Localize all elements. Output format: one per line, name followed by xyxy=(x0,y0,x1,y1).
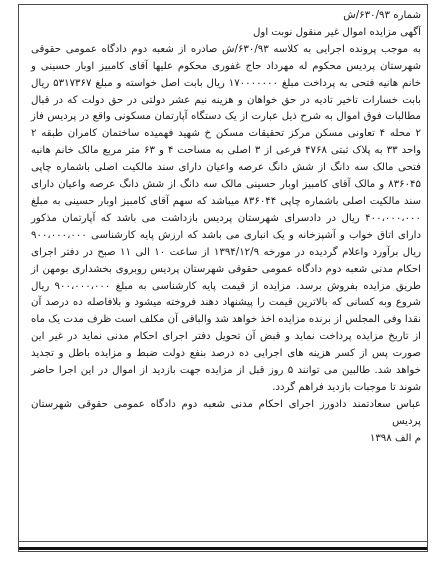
notice-number: شماره ۶۳۰/۹۳/ش xyxy=(343,10,421,21)
notice-page xyxy=(18,4,428,552)
bottom-divider-thin xyxy=(19,541,427,542)
notice-content xyxy=(31,8,421,448)
notice-body: به موجب پرونده اجرایی به کلاسه ۶۳۰/۹۳/ش صادره از شعبه دوم دادگاه عمومی حقوقی شهرستان پردیس محکوم له مهرداد حاج غفوری محکوم علیها آقای کامبیز اوبار حسینی و خانم هانیه فتحی به پرداخت مبلغ ۱۷۰۰۰۰۰۰۰ ریال بابت اصل خواسته و مبلغ ۵۳۱۷۳۶۷ ریال بابت خسارات تاخیر تادیه در حق خواهان و هزینه نیم عشر دولتی در حق دولت که در قبال مطالبات فوق اموال به شرح ذیل عبارت از یک دستگاه آپارتمان مسکونی واقع در پردیس فاز ۲ محله ۴ تعاونی مسکن مرکز تحقیقات مسکن خ شهید فهمیده ساختمان کامران طبقه ۲ واحد ۳۳ به پلاک ثبتی ۴۷۶۸ فرعی از ۳ اصلی به مساحت ۴ و ۶۳ متر مربع مالک خانم هانیه فتحی مالک سه دانگ از شش دانگ عرصه واعیان دارای سند مالکیت اصلی باشماره چاپی ۸۳۶۰۴۵ و مالک آقای کامبیز اوبار حسینی مالک سه دانگ از شش دانگ عرصه واعیان دارای سند مالکیت اصلی باشماره چاپی ۸۳۶۰۴۴ میباشد که سهم آقای کامبیز اوبار حسینی به مبلغ ۴۰۰،۰۰۰،۰۰۰ ریال در دادسرای شهرستان پردیس بازداشت می باشد که آپارتمان مذکور دارای اتاق خواب و آشپزخانه و یک انباری می باشد که ارزش پایه کارشناسی ۹۰۰،۰۰۰،۰۰۰ ریال برآورد واعلام گردیده در مورخه ۱۳۹۴/۱۲/۹ از ساعت ۱۰ الی ۱۱ صبح در دفتر اجرای احکام مدنی شعبه دوم دادگاه عمومی حقوقی شهرستان پردیس روبروی بخشداری بومهن از طریق مزایده بفروش برسد. مزایده از قیمت پایه کارشناسی به مبلغ ۹۰۰،۰۰۰،۰۰۰ ریال شروع وبه کسانی که بالاترین قیمت را پیشنهاد دهند فروخته میشود و بلافاصله ده درصد آن نقدا وفی المجلس از برنده مزایده اخذ خواهد شد والباقی آن مکلف است ظرف مدت یک ماه از تاریخ مزایده پرداخت نماید و قبض آن تحویل دفتر اجرای احکام مدنی نماید در غیر این صورت پس از کسر هزینه های اجرایی ده درصد بنفع دولت ضبط و مزایده باطل و تجدید خواهد شد. طالبین می توانند ۵ روز قبل از مزایده جهت بازدید از اموال در این اجرا حاضر شوند تا موجبات بازدید فراهم گردد. xyxy=(31,43,422,393)
notice-signature: عباس سعادتمند دادورز اجرای احکام مدنی شعبه دوم دادگاه عمومی حقوقی شهرستان پردیس xyxy=(31,398,421,427)
notice-title: آگهی مزایده اموال غیر منقول نوبت اول xyxy=(253,26,421,38)
bottom-divider-thick xyxy=(19,547,427,550)
notice-footer-code: م الف ۱۳۹۸ xyxy=(369,432,421,444)
